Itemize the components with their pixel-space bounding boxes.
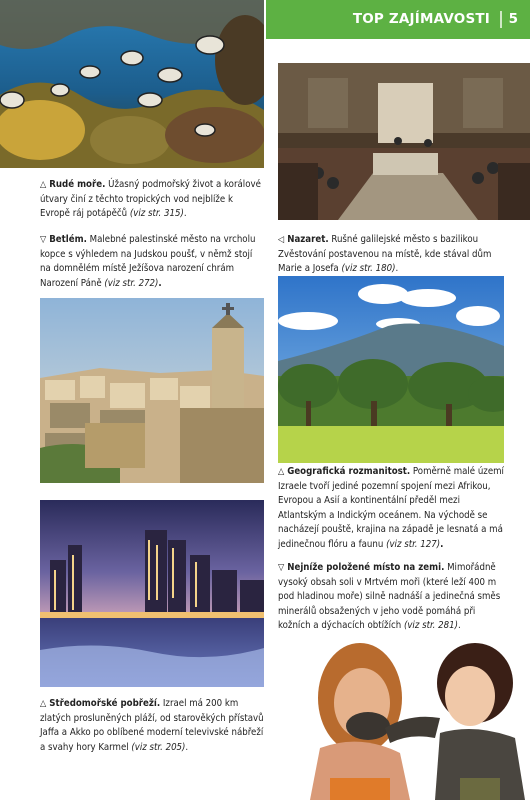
triangle-up-icon: △	[40, 699, 47, 709]
caption-text: Rušné galilejské město s bazilikou Zvěstování postavenou na místě, kde stával dům Marie a Josefa	[278, 234, 492, 275]
caption-heading: Středomořské pobřeží.	[49, 698, 161, 709]
caption-heading: Rudé moře.	[49, 179, 106, 190]
page-reference: (viz str. 315)	[129, 208, 184, 220]
geography-photo	[278, 276, 504, 463]
page-reference: (viz str. 272)	[104, 277, 159, 289]
caption-red-sea: △ Rudé moře. Úžasný podmořský život a korálové útvary činí z těchto tropických vod nejblíže k Evropě ráj potápěčů (viz str. 315).	[40, 179, 261, 220]
caption-geography: △ Geografická rozmanitost. Poměrně malé území Izraele tvoří jediné pozemní spojení mezi Afrikou, Evropou a Asií a kontinentální předěl mezi Atlantským a Indickým oceánem. Na východě se nacházejí pouště, krajina na západě je lesnatá a má jedinečnou flóru a faunu (viz str. 127).	[278, 466, 504, 550]
dead-sea-photo	[290, 638, 530, 800]
section-header	[266, 0, 530, 39]
triangle-left-icon: ◁	[278, 235, 285, 245]
page-reference: (viz str. 281)	[403, 620, 458, 632]
caption-text: Malebné palestinské město na vrcholu kopce s výhledem na Judskou poušť, v němž stojí na domnělém místě Ježíšova narození chrám Narození Páně	[40, 234, 256, 289]
triangle-up-icon: △	[278, 467, 285, 477]
triangle-down-icon: ▽	[278, 563, 285, 573]
caption-text: Úžasný podmořský život a korálové útvary činí z těchto tropických vod nejblíže k Evropě ráj potápěčů	[40, 179, 261, 220]
caption-text: Poměrně malé území Izraele tvoří jediné pozemní spojení mezi Afrikou, Evropou a Asií a kontinentální předěl mezi Atlantským a Indickým oceánem. Na východě se nacházejí pouště, krajina na západě je lesnatá a má jedinečnou flóru a faunu	[278, 466, 504, 550]
triangle-down-icon: ▽	[40, 235, 47, 245]
caption-text: Mimořádně vysoký obsah soli v Mrtvém moři (které leží 400 m pod hladinou moře) silně nadnáší a jedinečná směs minerálů obsažených v jeho vodě pomáhá při kožních a dýchacích obtížích	[278, 562, 501, 632]
page-reference: (viz str. 127)	[386, 538, 441, 550]
caption-text: Izrael má 200 km zlatých prosluněných pláží, od starověkých přístavů Jaffa a Akko po oblíbené moderní televivské nábřeží a svahy hory Karmel	[40, 698, 264, 753]
bethlehem-photo	[40, 298, 264, 483]
nazareth-photo	[278, 63, 530, 220]
caption-heading: Nazaret.	[287, 234, 329, 245]
caption-heading: Betlém.	[49, 234, 87, 245]
coast-photo	[40, 500, 264, 687]
caption-dead-sea: ▽ Nejníže položené místo na zemi. Mimořádně vysoký obsah soli v Mrtvém moři (které leží 400 m pod hladinou moře) silně nadnáší a jedinečná směs minerálů obsažených v jeho vodě pomáhá při kožních a dýchacích obtížích (viz str. 281).	[278, 562, 501, 632]
header-divider	[500, 11, 502, 28]
triangle-up-icon: △	[40, 180, 47, 190]
section-title: TOP ZAJÍMAVOSTI	[352, 11, 490, 27]
red-sea-photo	[0, 0, 264, 168]
caption-coast: △ Středomořské pobřeží. Izrael má 200 km zlatých prosluněných pláží, od starověkých přístavů Jaffa a Akko po oblíbené moderní televivské nábřeží a svahy hory Karmel (viz str. 205).	[40, 698, 264, 753]
caption-heading: Nejníže položené místo na zemi.	[287, 562, 445, 573]
caption-nazareth: ◁ Nazaret. Rušné galilejské město s bazilikou Zvěstování postavenou na místě, kde stával dům Marie a Josefa (viz str. 180).	[278, 234, 492, 275]
caption-bethlehem: ▽ Betlém. Malebné palestinské město na vrcholu kopce s výhledem na Judskou poušť, v němž stojí na domnělém místě Ježíšova narození chrám Narození Páně (viz str. 272).	[40, 234, 256, 289]
page-reference: (viz str. 205)	[131, 741, 186, 753]
page-number: 5	[508, 11, 518, 27]
page-reference: (viz str. 180)	[341, 263, 396, 275]
caption-heading: Geografická rozmanitost.	[287, 466, 411, 477]
